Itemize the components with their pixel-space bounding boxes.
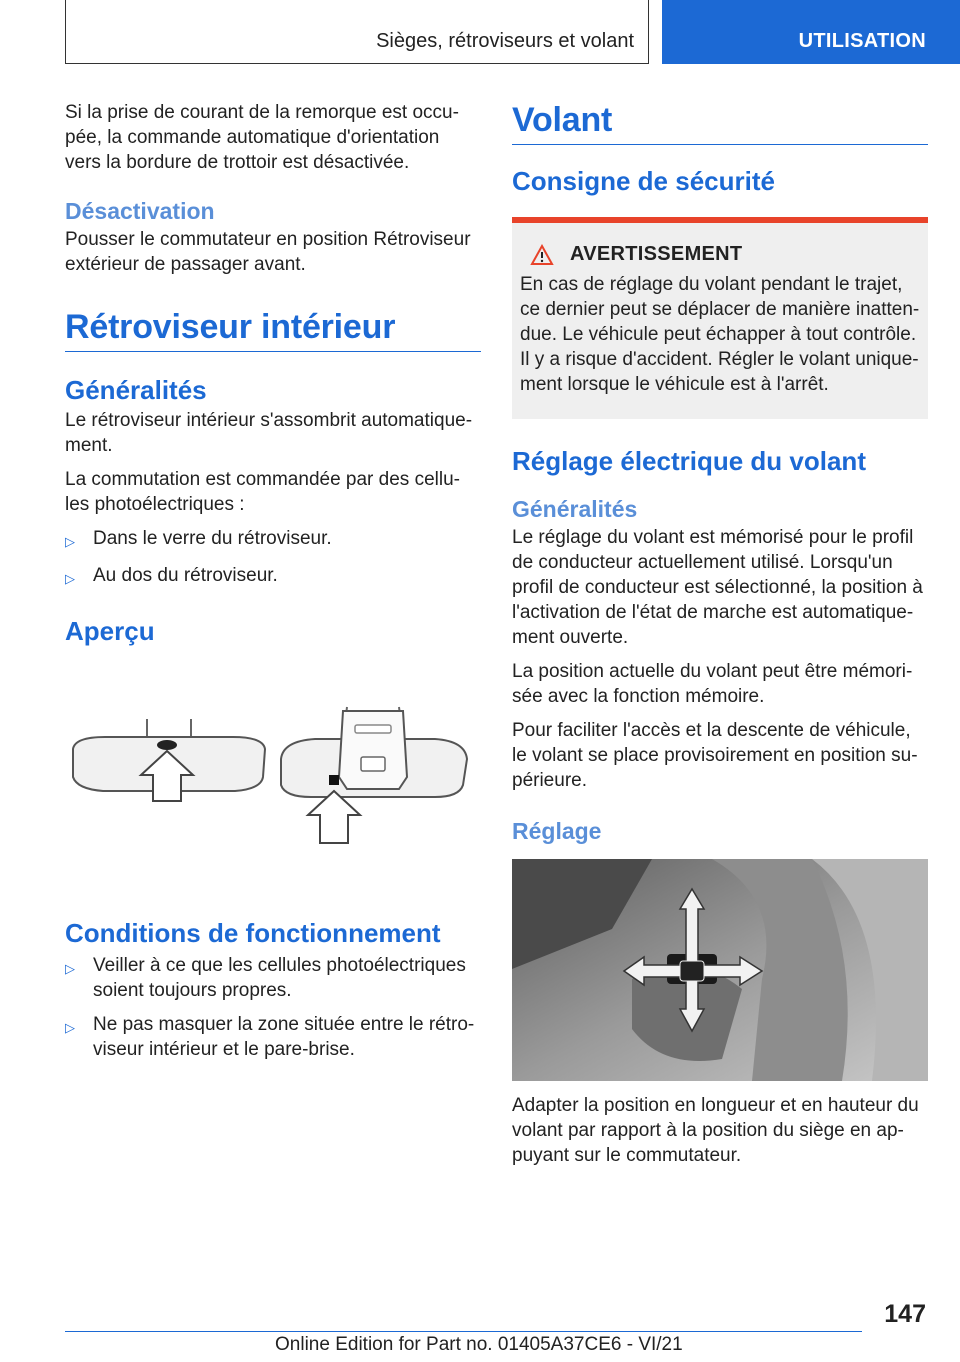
list-item: ▷ Au dos du rétroviseur. [65, 563, 481, 591]
retro-heading-wrap [65, 307, 481, 352]
generalites-heading-right: Généralités [512, 496, 638, 522]
footer-edition: Online Edition for Part no. 01405A37CE6 - VI/21 [275, 1334, 683, 1355]
volant-heading: Volant [512, 101, 613, 139]
list-item: ▷ Dans le verre du rétroviseur. [65, 526, 481, 554]
triangle-bullet-icon: ▷ [65, 1020, 75, 1035]
desactivation-paragraph: Pousser le commutateur en position Rétroviseur extérieur de passager avant. [65, 229, 471, 275]
list-item: ▷ Veiller à ce que les cellules photoélectriques soient toujours propres. [65, 955, 466, 1001]
list-item: ▷ Ne pas masquer la zone située entre le rétro- viseur intérieur et le pare-brise. [65, 1014, 475, 1060]
header-chapter-box [662, 0, 960, 64]
page-number: 147 [884, 1300, 926, 1328]
steering-adjust-photo [512, 859, 928, 1081]
generalites-p2: La commutation est commandée par des cellu- les photoélectriques : [65, 469, 460, 515]
apercu-heading: Aperçu [65, 616, 155, 646]
reglage-electrique-heading: Réglage électrique du volant [512, 446, 866, 476]
generalites-p1: Le rétroviseur intérieur s'assombrit automatique- ment. [65, 410, 473, 456]
mirror-drawing [65, 697, 481, 897]
triangle-bullet-icon: ▷ [65, 961, 75, 976]
footer-divider [65, 1331, 862, 1332]
mirror-illustration [65, 697, 481, 897]
warning-triangle-icon [530, 244, 554, 266]
header-section-box [65, 0, 649, 64]
reglage-heading: Réglage [512, 818, 602, 844]
warning-title: AVERTISSEMENT [570, 243, 743, 265]
triangle-bullet-icon: ▷ [65, 534, 75, 549]
conditions-heading: Conditions de fonctionnement [65, 918, 441, 948]
generalites-heading: Généralités [65, 375, 207, 405]
desactivation-heading: Désactivation [65, 198, 215, 224]
reglage-p3: Pour faciliter l'accès et la descente de véhicule, le volant se place provisoirement en position su- périeure. [512, 720, 918, 791]
reglage-p2: La position actuelle du volant peut être mémori- sée avec la fonction mémoire. [512, 661, 913, 707]
securite-heading: Consigne de sécurité [512, 166, 775, 196]
header-chapter-title: UTILISATION [798, 30, 926, 52]
retro-heading: Rétroviseur intérieur [65, 308, 396, 346]
steering-photo-drawing [512, 859, 928, 1081]
warning-text: En cas de réglage du volant pendant le trajet, ce dernier peut se déplacer de manière inatten- due. Le véhicule peut échapper à tout contrôle. Il y a risque d'accident. Régler le volant unique- ment lorsque le véhicule est à l'arrêt. [520, 274, 920, 395]
reglage-caption: Adapter la position en longueur et en hauteur du volant par rapport à la position du siège en ap- puyant sur le commutateur. [512, 1095, 919, 1166]
reglage-p1: Le réglage du volant est mémorisé pour le profil de conducteur actuellement utilisé. Lorsqu'un profil de conducteur est sélectionné, la position à l'activation de l'état de marche est automatique- ment ouverte. [512, 527, 923, 648]
intro-paragraph: Si la prise de courant de la remorque est occu- pée, la commande automatique d'orientation vers la bordure de trottoir est désactivée. [65, 102, 459, 173]
warning-box [512, 217, 928, 419]
volant-heading-wrap [512, 100, 928, 145]
left-column [65, 100, 481, 1062]
header-section-title: Sièges, rétroviseurs et volant [376, 30, 634, 52]
triangle-bullet-icon: ▷ [65, 571, 75, 586]
right-column [512, 100, 928, 1168]
